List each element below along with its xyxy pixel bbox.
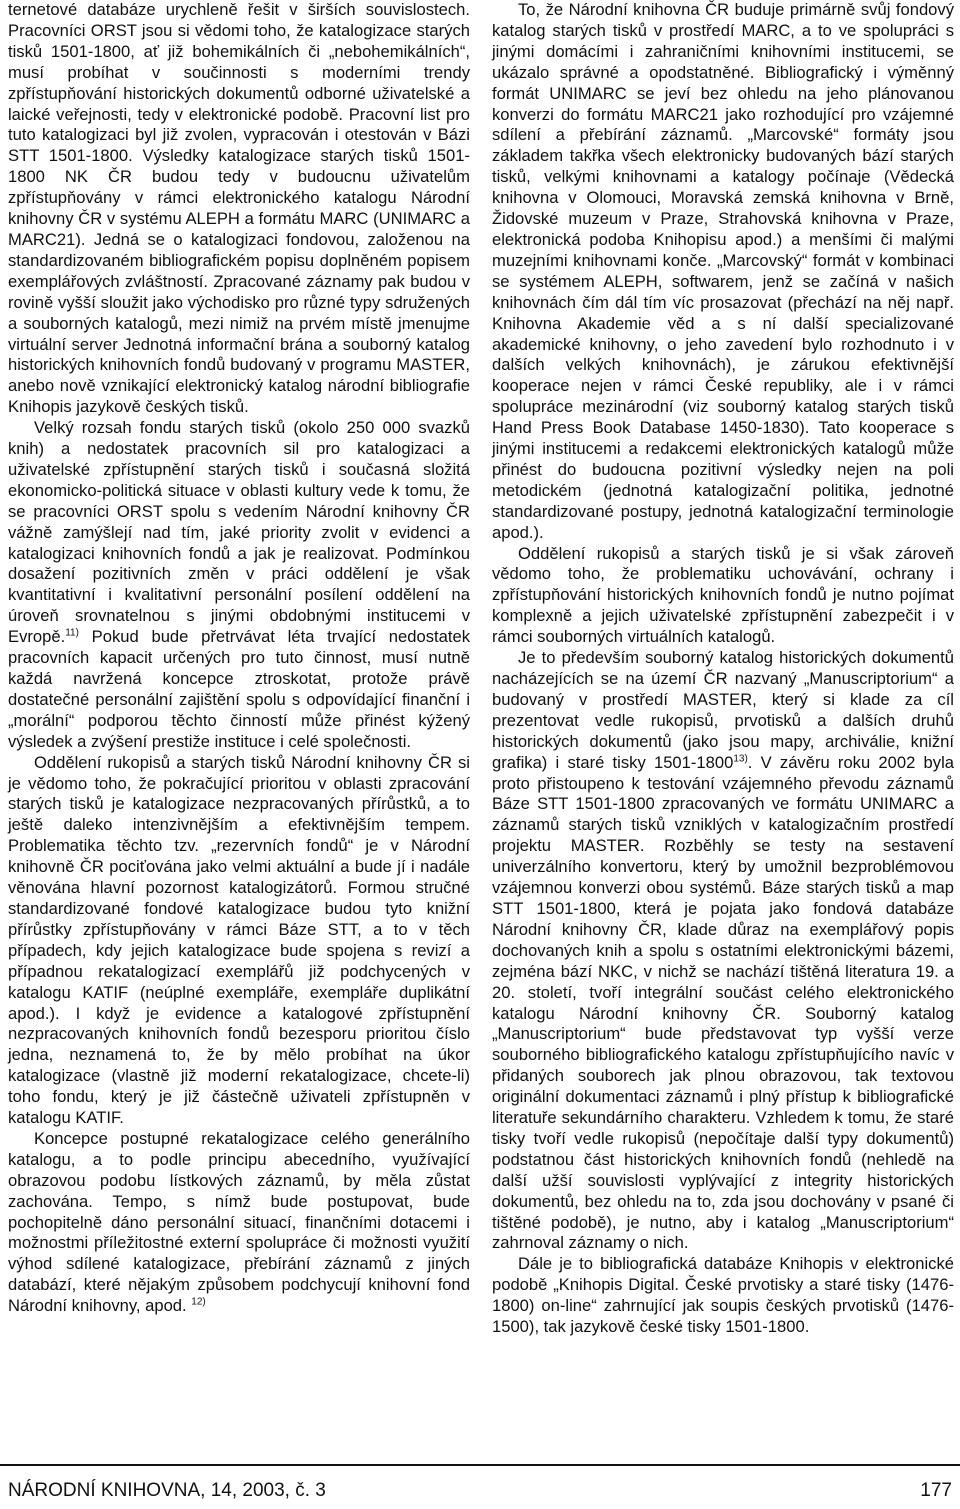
paragraph [8, 0, 470, 418]
paragraph [492, 1254, 954, 1338]
paragraph [8, 1129, 470, 1317]
two-column-body [8, 0, 954, 1440]
footnote-ref[interactable]: 12) [191, 1296, 206, 1308]
page-footer [8, 1478, 952, 1504]
footnote-ref[interactable]: 11) [65, 627, 79, 639]
paragraph [8, 753, 470, 1129]
paragraph-text: . V závěru roku 2002 byla proto přistoupeno k testování vzájemného převodu záznamů Báze STT 1501-1800 zpracovaných ve formátu UNIMARC a záznamů starých tisků vzniklých v katalogizačním prostředí projektu MASTER. Rozběhly se testy na sestavení univerzálního konvertoru, který by umožnil bezproblémovou vzájemnou konverzi obou systémů. Báze starých tisků a map STT 1501-1800, která je pojata jako fondová databáze Národní knihovny ČR, klade důraz na exemplářový popis dochovaných knih a spolu s ostatními elektronickými bázemi, zejména bází NKC, v nichž se nachází tištěná literatura 19. a 20. století, tvoří integrální součást celého elektronického katalogu Národní knihovny ČR. Souborný katalog „Manuscriptorium“ bude představovat typ vyšší verze souborného bibliografického katalogu zpřístupňujícího navíc v přidaných souborech jak plnou obrazovou, tak textovou originální dokumentaci záznamů i plný přístup k bibliografické literatuře sekundárního charakteru. Vzhledem k tomu, že staré tisky tvoří vedle rukopisů (nepočítaje další typy dokumentů) podstatnou část historických knihovních fondů (nehledě na další užší souvislosti vyplývající z integrity historických dokumentů, bez ohledu na to, zda jsou dochovány v psané či tištěné podobě), je nutno, aby i katalog „Manuscriptorium“ zahrnoval záznamy o nich. [492, 752, 954, 1253]
paragraph-text: Koncepce postupné rekatalogizace celého generálního katalogu, a to podle principu abecedního, využívající obrazovou podobu lístkových záznamů, by měla zůstat zachována. Tempo, s nímž bude postupovat, bude pochopitelně dáno personální situací, finančními dotacemi i možnostmi příležitostné externí spolupráce či možnosti využití výhod sdílené katalogizace, přebírání záznamů z jiných databází, které nějakým způsobem podchycují knihovní fond Národní knihovny, apod. [8, 1128, 470, 1316]
journal-citation: NÁRODNÍ KNIHOVNA, 14, 2003, č. 3 [8, 1480, 326, 1501]
paragraph-text: Velký rozsah fondu starých tisků (okolo 250 000 svazků knih) a nedostatek pracovních sil pro katalogizaci a uživatelské zpřístupnění starých tisků i současná složitá ekonomicko-politická situace v oblasti kultury vede k tomu, že se pracovníci ORST spolu s vedením Národní knihovny ČR vážně zamýšlejí nad tím, jaké priority zvolit v evidenci a katalogizaci knihovních fondů a jak je realizovat. Podmínkou dosažení pozitivních změn v práci oddělení je však kvantitativní i kvalitativní personální posílení oddělení na úroveň srovnatelnou s jinými obdobnými institucemi v Evropě. [8, 418, 470, 647]
left-column [8, 0, 470, 1440]
paragraph [492, 0, 954, 544]
footnote-ref[interactable]: 13) [733, 753, 748, 765]
paragraph [8, 418, 470, 753]
paragraph [492, 648, 954, 1254]
paragraph-text: Je to především souborný katalog historických dokumentů nacházejících se na území ČR nazvaný „Manuscriptorium“ a budovaný v prostředí MASTER, který si klade za cíl prezentovat vedle rukopisů, prvotisků a dalších druhů historických dokumentů (jako jsou mapy, archiválie, knižní grafika) i staré tisky 1501-1800 [492, 648, 954, 772]
paragraph-text: To, že Národní knihovna ČR buduje primárně svůj fondový katalog starých tisků v prostředí MARC, a to ve spolupráci s jinými domácími i zahraničními knihovními institucemi, se ukázalo správné a opodstatněné. Bibliografický i výměnný formát UNIMARC se jeví bez ohledu na jeho plánovanou konverzi do formátu MARC21 jako rozhodující pro vzájemné sdílení a přebírání záznamů. „Marcovské“ formáty jsou základem takřka všech elektronicky budovaných bází starých tisků, velkými knihovnami a katalogy počínaje (Vědecká knihovna v Olomouci, Moravská zemská knihovna v Brně, Židovské muzeum v Praze, Strahovská knihovna v Praze, elektronická podoba Knihopisu apod.) a menšími či malými muzejními knihovnami konče. „Marcovský“ formát v kombinaci se systémem ALEPH, softwarem, jenž se začíná v našich knihovnách čím dál tím víc prosazovat (přechází na něj např. Knihovna Akademie věd a s ní další specializované akademické knihovny, o jeho zavedení bylo rozhodnuto i v dalších velkých knihovnách), je zárukou efektivnější kooperace nejen v rámci České republiky, ale i v rámci spolupráce mezinárodní (viz souborný katalog starých tisků Hand Press Book Database 1450-1830). Tato kooperace s jinými institucemi a redakcemi elektronických katalogů může přinést do budoucna pozitivní výsledky nejen na poli metodickém (jednotná katalogizační politika, jednotné standardizované postupy, jednotná katalogizační terminologie apod.). [492, 0, 954, 542]
paragraph-text: Dále je to bibliografická databáze Knihopis v elektronické podobě „Knihopis Digital. České prvotisky a staré tisky (1476-1800) on-line“ zahrnující jak soupis českých prvotisků (1476-1500), tak jazykově české tisky 1501-1800. [492, 1254, 954, 1337]
paragraph-text: Oddělení rukopisů a starých tisků je si však zároveň vědomo toho, že problematiku uchovávání, ochrany i zpřístupňování historických knihovních fondů je nutno pojímat komplexně a jejich uživatelské zpřístupnění zabezpečit i v rámci souborných virtuálních katalogů. [492, 543, 954, 647]
paragraph-text: Oddělení rukopisů a starých tisků Národní knihovny ČR si je vědomo toho, že pokračující prioritou v oblasti zpracování starých tisků je katalogizace nezpracovaných přírůstků, a to ještě daleko intenzivnějším a efektivnějším tempem. Problematika těchto tzv. „rezervních fondů“ je v Národní knihovně ČR pociťována jako velmi aktuální a bude jí i nadále věnována hlavní pozornost katalogizátorů. Formou stručné standardizované fondové katalogizace budou tyto knižní přírůstky zpřístupňovány v rámci Báze STT, a to v těch případech, kdy jejich katalogizace bude spojena s revizí a případnou rekatalogizací exemplářů již podchycených v katalogu KATIF (neúplné exempláře, exempláře duplikátní apod.). I když je evidence a katalogové zpřístupnění nezpracovaných knihovních fondů bezesporu prioritou číslo jedna, neznamená to, že by mělo probíhat na úkor katalogizace (vlastně již moderní rekatalogizace, chcete-li) toho fondu, který je již částečně uživateli zpřístupněn v katalogu KATIF. [8, 752, 470, 1128]
footer-rule [0, 1464, 960, 1466]
paragraph-text: Pokud bude přetrvávat léta trvající nedostatek pracovních kapacit určených pro tuto činnost, musí nutně každá navržená koncepce ztroskotat, protože právě dostatečné personální zajištění spolu s odpovídající finanční i „morální“ podporou těchto činností může přinést kýžený výsledek a zvýšení prestiže instituce i celé společnosti. [8, 627, 470, 751]
paragraph-text: ternetové databáze urychleně řešit v širších souvislostech. Pracovníci ORST jsou si vědomi toho, že katalogizace starých tisků 1501-1800, ať již bohemikálních či „nebohemikálních“, musí probíhat v součinnosti s moderními trendy zpřístupňování historických dokumentů odborné uživatelské a laické veřejnosti, tedy v elektronické podobě. Pracovní list pro tuto katalogizaci byl již zvolen, vypracován i otestován v Bázi STT 1501-1800. Výsledky katalogizace starých tisků 1501-1800 NK ČR budou tedy v budoucnu uživatelům zpřístupňovány v rámci elektronického katalogu Národní knihovny ČR v systému ALEPH a formátu MARC (UNIMARC a MARC21). Jedná se o katalogizaci fondovou, založenou na standardizovaném bibliografickém popisu doplněném popisem exemplářových zvláštností. Zpracované záznamy pak budou v rovině vyšší sloužit jako východisko pro různé typy sdružených a souborných katalogů, mezi nimiž na prvém místě jmenujme virtuální server Jednotná informační brána a souborný katalog historických knihovních fondů budovaný v programu MASTER, anebo nově vznikající elektronický katalog národní bibliografie Knihopis jazykově českých tisků. [8, 0, 470, 417]
page-number: 177 [920, 1480, 952, 1501]
paragraph [492, 544, 954, 649]
right-column [492, 0, 954, 1440]
